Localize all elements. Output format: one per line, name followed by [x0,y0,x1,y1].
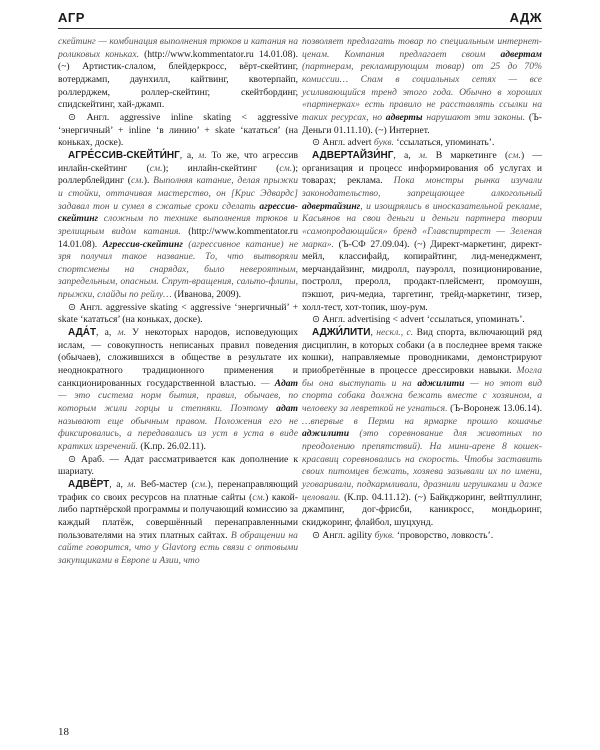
text-run: называют еще обычным правом. Положения его не фиксировались, а передавались из уст в уста в виде кратких изречений. [58,415,298,452]
etymology-note [58,112,298,150]
text-run: , [370,327,377,339]
text-run: (Ъ-Деньги 01.11.10). (~) Интернет. [302,111,543,136]
text-run: ⊙ Англ. aggressive inline skating < aggressive ‘энергичный’ + inline ‘в линию’ + skate ‘кататься’ (на коньках, доске). [58,111,298,149]
etymology-note [302,137,542,150]
text-run: (К.пр. 26.02.11). [138,441,206,452]
text-run: сложным по технике выполнения трюков и зрелищным видом катания. [58,213,298,237]
text-run: (~) Артистик-слалом, блейдеркросс, вёрт-скейтинг, вотерджамп, даунхилл, кайтвинг, квотерпайп, роллерджем, роллер-скейтинг, скейтбординг, спидскейтинг, хай-джамп. [58,61,298,111]
text-run: агрессив-скейтинг [58,200,298,225]
headword: АДЖИ́ЛИТИ [312,327,371,339]
text-run: см. [194,478,208,490]
text-run: Выполняя катание, делая прыжки и стойки, оттачивая мастерство, он [Крис Эдвардс] задавал тон и сумел в сжатые сроки сделать [58,175,298,212]
etymology-note [302,314,542,327]
headword: АДА́Т [68,327,97,339]
text-run: ⊙ Англ. advertising < advert ‘ссылаться, упоминать’. [312,314,525,326]
text-run: ); роллерблейдинг ( [58,162,298,187]
text-run: м. [117,327,126,339]
text-run: адвертайзинг [302,200,361,212]
text-run: В маркетинге ( [427,149,509,161]
text-run: см. [252,491,266,503]
text-run: То же, что агрессив инлайн-скейтинг ( [58,149,299,174]
text-run: см. [508,149,521,161]
text-run: букв. [374,529,395,541]
text-run: (это соревнование для животных по преодолению препятствий). На мини-арене 8 кошек-красавиц соревновались на скорость. Чтобы заставить своих питомцев бежать, хозяева зазывали их по имени, уговаривали, подкармливали, дразнили игрушками и даже целовали. [302,428,542,503]
text-run: см. [279,162,293,174]
text-run: ) какой-либо партнёрской программы и получающий комиссию за каждый платёж, совершённый перенаправленными пользователями на этих платных сайтах. [58,491,299,541]
text-run: нарушают эти законы. [422,111,526,123]
dictionary-entry [58,479,298,568]
text-run: ⊙ Араб. — Адат рассматривается как дополнение к шариату. [58,453,298,478]
dictionary-entry [302,150,542,315]
text-run: (Иванова, 2009). [171,289,242,301]
text-run: (К.пр. 04.11.12). (~) Байкджоринг, вейтпуллинг, джампинг, дог-фрисби, каникросс, мондьоринг, скиджоринг, флайбол, шуцхунд. [302,491,542,528]
text-run: см. [130,175,144,187]
text-run: Веб-мастер ( [135,478,195,490]
text-run: (http://www.kommentator.ru 14.01.08). [58,225,298,250]
text-run: , а, [109,478,128,490]
text-run: В обращении на сайте говорится, что у Glavtorg есть связи с оптовыми закупщиками в Европе и Азии, что [58,529,298,566]
text-run: , а, [179,149,199,161]
left-column [58,36,298,568]
text-run: (Ъ-СФ 27.09.04). (~) Директ-маркетинг, директ-мейл, классифайд, копирайтинг, лид-менеджмент, мерчандайзинг, мидролл, пауэролл, позиционирование, постролл, преролл, продакт-плейсмент, промоушн, пэкшот, рич-медиа, таргетинг, трейд-маркетинг, тизер, холл-тест, хот-топик, шоу-рум. [302,238,542,313]
page-number: 18 [58,726,69,738]
text-run: ⊙ Англ. agility [312,529,375,541]
text-run: — это система норм бытия, правил, обычаев, по которым жили горцы и степняки. Поэтому [58,390,298,415]
text-run: м. [418,149,428,161]
text-run: аджилити [302,428,350,440]
text-run: Пока монстры рынка изучали законодательство, запрещающее алкогольный [302,175,543,199]
text-run: — но этот вид спорта собака должна бежать вместе с хозяином, а человеку за левреткой не угнаться. [302,377,542,415]
text-run: ), перенаправляющий трафик со своих ресурсов на платные сайты ( [58,478,298,503]
dictionary-entry [58,327,298,454]
text-run: У некоторых народов, исповедующих ислам, — совокупность неписаных правил поведения (обычаев), сложившихся в обществе в результате их неоднократного традиционного применения и санкционированных государственной властью. [58,327,299,389]
text-run: ) — организация и процесс информирования об услугах и товарах; реклама. [302,149,543,187]
dictionary-entry [58,150,298,302]
headword: АДВЕРТАЙЗИ́НГ [312,149,394,161]
text-run: ⊙ Англ. aggressive skating < aggressive ‘энергичный’ + skate ‘кататься’ (на коньках, доске). [58,301,298,326]
continued-text [58,36,298,112]
text-run: м. [198,149,207,161]
text-run: (партнерам, рекламирующим товар) от 25 до 70% комиссии… Спам в социальных сетях — все усиливающийся тренд этого года. Обычно в хороших «партнерках» есть правило не расставлять ссылки на таких ресурсах, но [302,61,542,123]
text-run: Вид спорта, включающий ряд дисциплин, в которых собаки (а в последнее время также кошки), направляемые проводниками, демонстрируют приобретённые в процессе дрессировки навыки. [302,327,542,377]
text-run: ‘проворство, ловкость’. [394,529,494,541]
text-run: Агрессив-скейтинг [102,238,183,250]
dictionary-entry [302,327,542,530]
text-run: ); инлайн-скейтинг ( [162,162,280,174]
header-right-guide-word: АДЖ [509,10,542,25]
text-run: , а, [96,327,118,339]
text-run: — [260,377,275,389]
text-run: адвертам [500,48,542,60]
etymology-note [58,454,298,479]
text-run: Адат [274,377,298,389]
text-run: позволяет предлагать товар по специальным интернет-ценам. Компания предлагает своим [302,36,542,60]
text-run: ). [143,175,154,187]
header-left-guide-word: АГР [58,10,85,25]
text-run: букв. [373,137,394,149]
text-run: ⊙ Англ. advert [312,137,374,149]
text-run: (Ъ-Воронеж 13.06.14). [447,403,542,415]
text-run: адверты [385,111,423,123]
text-run: адат [276,403,298,415]
headword: АДВЁРТ [68,478,110,490]
text-run: скейтинг — комбинация выполнения трюков и катания на роликовых коньках. [58,36,298,60]
text-run: Могла бы она выступать и на [302,365,542,389]
text-run: аджилити [417,377,465,389]
text-run: см. [149,162,163,174]
text-run: , а, [393,149,419,161]
etymology-note [58,302,298,327]
text-run: (агрессивное катание) не зря получил такое название. То, что вытворяли спортсмены на снарядах, было невероятным, запредельным, опасным. Спрут-вращения, сальто-флипы, прыжки, слайды по рейлу… [58,238,298,301]
text-run: нескл., с. [376,327,414,339]
right-column [302,36,542,542]
etymology-note [302,530,542,543]
continued-text [302,36,542,137]
text-run: , и изощрялись в иносказательной рекламе, Касьянов на свои деньги и деньги партнера твории «самопродающийся» бренд «Главспиртрест — Зеленая марка». [302,200,542,250]
text-run: …впервые в Перми на ярмарке прошло кошачье [302,415,542,427]
text-run: м. [127,478,136,490]
text-run: (http://www.kommentator.ru 14.01.08). [139,48,298,60]
headword: АГРЕ́ССИВ-СКЕЙТИ́НГ [68,149,180,161]
header-rule [58,28,542,29]
text-run: ‘ссылаться, упоминать’. [393,137,495,149]
